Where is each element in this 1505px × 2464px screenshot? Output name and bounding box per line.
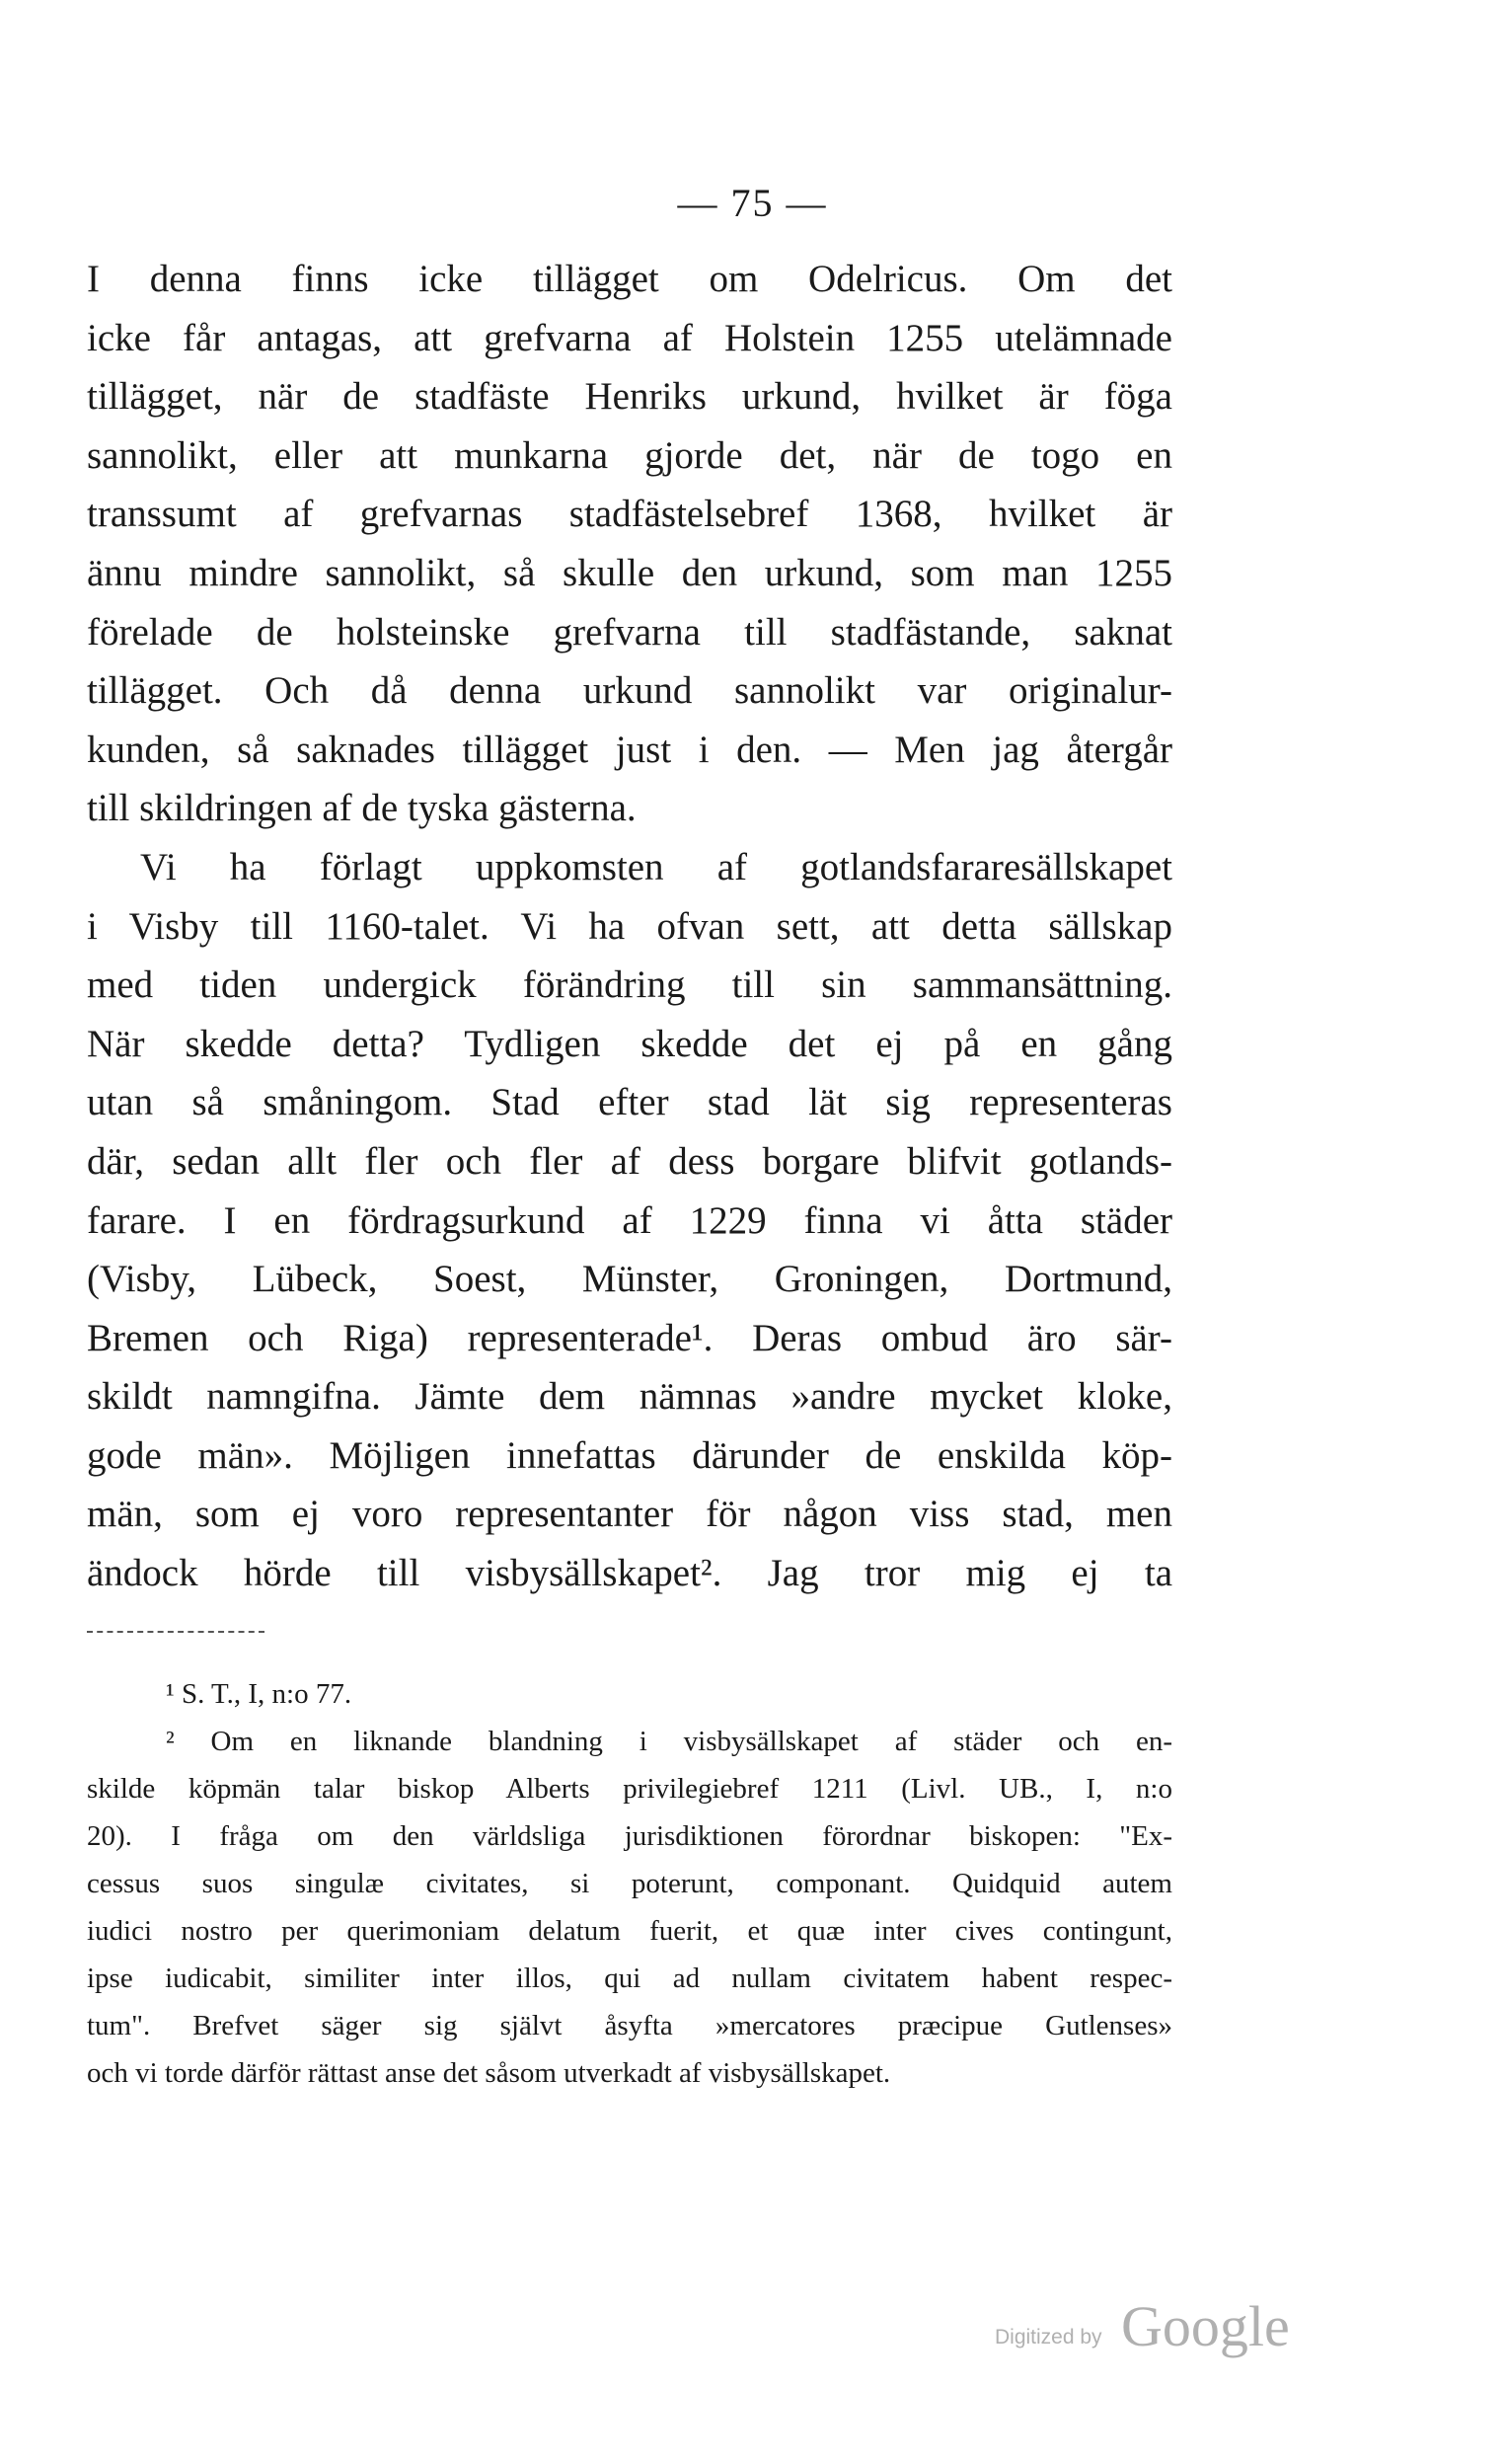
footnote-separator [87,1631,264,1633]
body-line: utan så småningom. Stad efter stad lät sig representeras [87,1081,1172,1124]
body-line: ändock hörde till visbysällskapet². Jag tror mig ej ta [87,1552,1172,1595]
body-text [87,250,1172,1603]
footnote-line: ipse iudicabit, similiter inter illos, qui ad nullam civitatem habent respec- [87,1963,1172,1994]
body-line: tillägget, när de stadfäste Henriks urkund, hvilket är föga [87,375,1172,419]
google-logo: Google [1121,2294,1290,2358]
body-line: icke får antagas, att grefvarna af Holstein 1255 utelämnade [87,316,1172,359]
footnote-line: och vi torde därför rättast anse det såsom utverkadt af visbysällskapet. [87,2057,891,2089]
body-line: skildt namngifna. Jämte dem nämnas »andre mycket kloke, [87,1375,1172,1419]
body-line: I denna finns icke tillägget om Odelricus. Om det [87,258,1172,300]
body-line: ännu mindre sannolikt, så skulle den urkund, som man 1255 [87,551,1172,594]
google-watermark [995,2290,1320,2359]
body-line: När skedde detta? Tydligen skedde det ej på en gång [87,1022,1172,1065]
footnote-line: cessus suos singulæ civitates, si poterunt, componant. Quidquid autem [87,1868,1172,1899]
body-line: gode män». Möjligen innefattas därunder de enskilda köp- [87,1433,1172,1477]
body-line: i Visby till 1160-talet. Vi ha ofvan sett, att detta sällskap [87,904,1172,948]
footnote-line: ² Om en liknande blandning i visbysällskapet af städer och en- [166,1726,1172,1757]
body-line: till skildringen af de tyska gästerna. [87,787,637,830]
footnote-line: tum". Brefvet säger sig självt åsyfta »mercatores præcipue Gutlenses» [87,2010,1172,2041]
body-line: tillägget. Och då denna urkund sannolikt var originalur- [87,669,1172,713]
body-line: (Visby, Lübeck, Soest, Münster, Groningen, Dortmund, [87,1258,1172,1301]
body-line: sannolikt, eller att munkarna gjorde det, när de togo en [87,433,1172,477]
body-line: transsumt af grefvarnas stadfästelsebref 1368, hvilket är [87,493,1172,536]
footnote-line: ¹ S. T., I, n:o 77. [166,1678,352,1710]
body-line: där, sedan allt fler och fler af dess borgare blifvit gotlands- [87,1139,1172,1183]
page-number: — 75 — [677,181,828,225]
body-line: med tiden undergick förändring till sin sammansättning. [87,963,1172,1007]
body-line: Vi ha förlagt uppkomsten af gotlandsfararesällskapet [140,845,1172,888]
digitized-by-label: Digitized by [995,2326,1102,2348]
footnote-line: iudici nostro per querimoniam delatum fuerit, et quæ inter cives contingunt, [87,1915,1172,1947]
footnotes [87,1670,1172,2097]
body-line: Bremen och Riga) representerade¹. Deras ombud äro sär- [87,1316,1172,1359]
body-line: farare. I en fördragsurkund af 1229 finna vi åtta städer [87,1198,1172,1242]
footnote-line: skilde köpmän talar biskop Alberts privilegiebref 1211 (Livl. UB., I, n:o [87,1773,1172,1805]
body-line: män, som ej voro representanter för någon viss stad, men [87,1493,1172,1536]
footnote-line: 20). I fråga om den världsliga jurisdiktionen förordnar biskopen: "Ex- [87,1820,1172,1852]
body-line: förelade de holsteinske grefvarna till stadfästande, saknat [87,610,1172,654]
body-line: kunden, så saknades tillägget just i den. — Men jag återgår [87,728,1172,771]
